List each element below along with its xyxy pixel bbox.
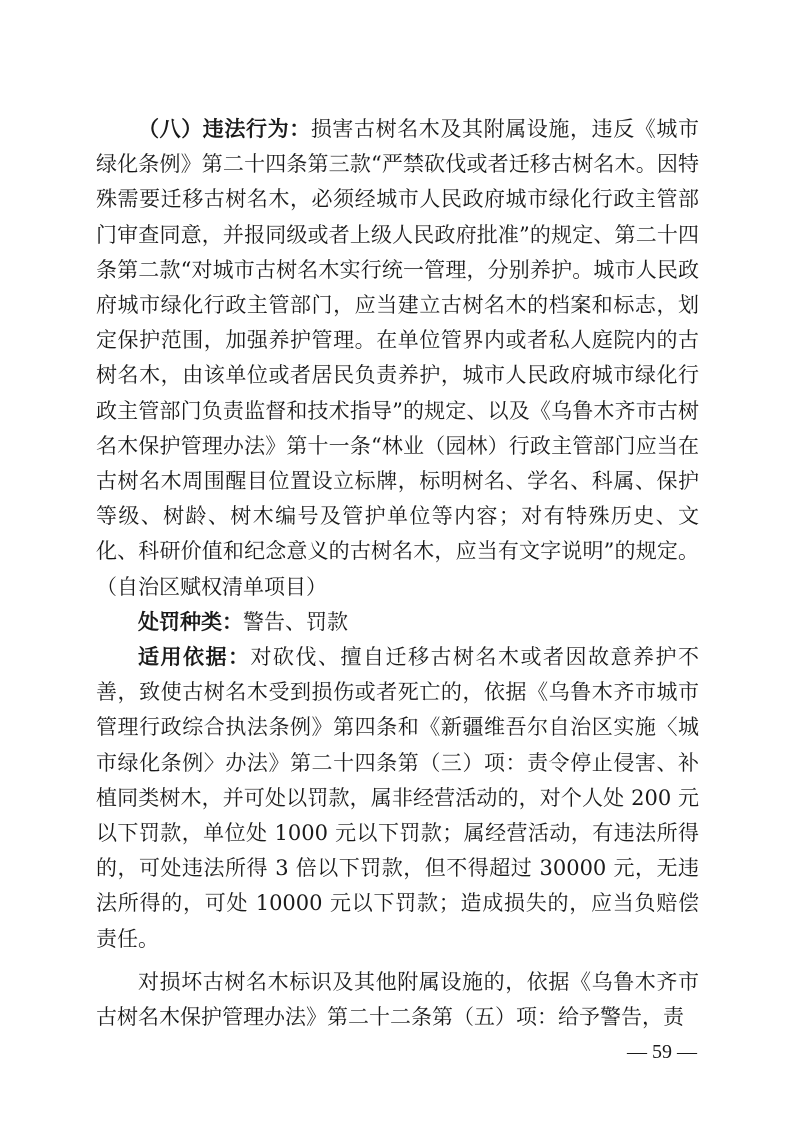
text-signage-damage: 对损坏古树名木标识及其他附属设施的，依据《乌鲁木齐市古树名木保护管理办法》第二十二条第（五）项：给予警告，责 <box>96 969 699 1030</box>
heading-penalty-type: 处罚种类： <box>138 609 243 634</box>
paragraph-legal-basis <box>96 640 699 957</box>
paragraph-penalty-type <box>96 605 699 640</box>
paragraph-signage-damage <box>96 965 699 1035</box>
text-legal-basis: 对砍伐、擅自迁移古树名木或者因故意养护不善，致使古树名木受到损伤或者死亡的，依据《乌鲁木齐市城市管理行政综合执法条例》第四条和《新疆维吾尔自治区实施〈城市绿化条例〉办法》第二十四条第（三）项：责令停止侵害、补植同类树木，并可处以罚款，属非经营活动的，对个人处 200 元以下罚款，单位处 1000 元以下罚款；属经营活动，有违法所得的，可处违法所得 3 倍以下罚款，但不得超过 30000 元，无违法所得的，可处 10000 元以下罚款；造成损失的，应当负赔偿责任。 <box>96 645 699 951</box>
heading-legal-basis: 适用依据： <box>138 645 251 670</box>
heading-violation: （八）违法行为： <box>138 117 311 141</box>
text-violation: 损害古树名木及其附属设施，违反《城市绿化条例》第二十四条第三款“严禁砍伐或者迁移古树名木。因特殊需要迁移古树名木，必须经城市人民政府城市绿化行政主管部门审查同意，并报同级或者上级人民政府批准”的规定、第二十四条第二款“对城市古树名木实行统一管理，分别养护。城市人民政府城市绿化行政主管部门，应当建立古树名木的档案和标志，划定保护范围，加强养护管理。在单位管界内或者私人庭院内的古树名木，由该单位或者居民负责养护，城市人民政府城市绿化行政主管部门负责监督和技术指导”的规定、以及《乌鲁木齐市古树名木保护管理办法》第十一条“林业（园林）行政主管部门应当在古树名木周围醒目位置设立标牌，标明树名、学名、科属、保护等级、树龄、树木编号及管护单位等内容；对有特殊历史、文化、科研价值和纪念意义的古树名木，应当有文字说明”的规定。（自治区赋权清单项目） <box>96 117 700 599</box>
paragraph-violation <box>96 112 699 605</box>
text-penalty-type: 警告、罚款 <box>243 609 348 634</box>
document-body <box>96 112 699 1035</box>
page-number: — 59 — <box>627 1041 697 1063</box>
